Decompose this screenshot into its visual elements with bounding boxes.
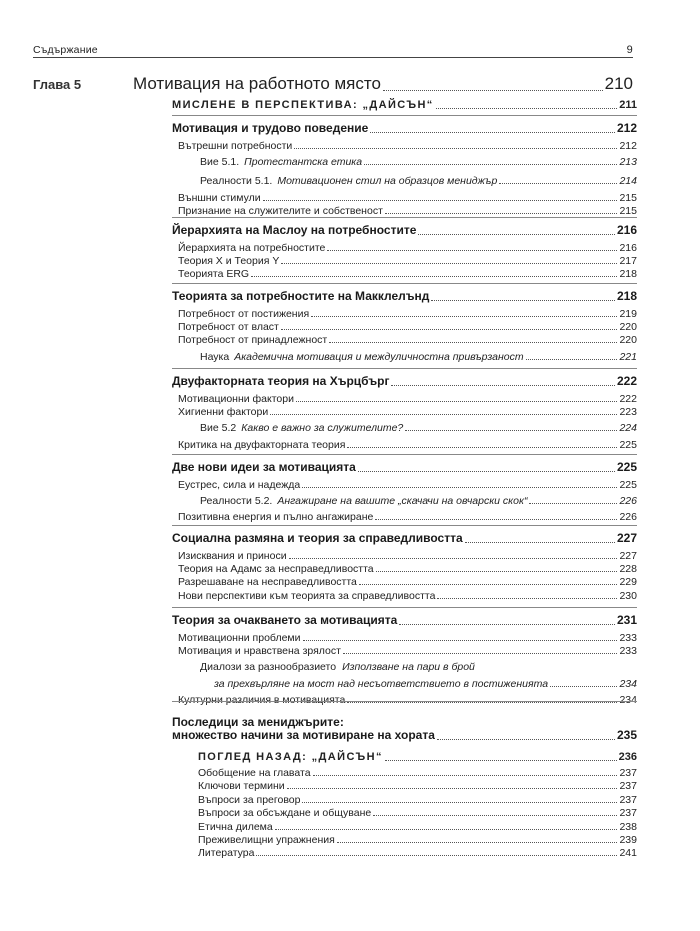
- subsection-entry[interactable]: [178, 563, 637, 575]
- subsection-title: Външни стимули: [178, 191, 261, 204]
- end-matter-title: Преживелищни упражнения: [198, 834, 335, 846]
- box-feature-label: Вие 5.2: [200, 422, 237, 435]
- page-number: 9: [626, 44, 633, 56]
- subsection-title: Критика на двуфакторната теория: [178, 438, 346, 451]
- subsection-page: 215: [619, 204, 637, 217]
- leader-dots: [289, 558, 618, 559]
- subsection-entry[interactable]: [178, 511, 637, 523]
- leader-dots: [270, 414, 617, 415]
- subsection-page: 225: [619, 438, 637, 451]
- leader-dots: [399, 624, 615, 625]
- section-divider: [172, 607, 637, 608]
- box-feature-title: Мотивационен стил на образцов мениджър: [277, 175, 498, 188]
- subsection-page: 233: [619, 645, 637, 658]
- section-heading[interactable]: [172, 290, 637, 304]
- subsection-title: Потребност от постижения: [178, 308, 310, 320]
- chapter-heading: [33, 74, 633, 94]
- leader-dots: [359, 584, 618, 585]
- chapter-title: Мотивация на работното място: [133, 74, 381, 94]
- end-matter-entry[interactable]: [198, 807, 637, 819]
- section-page: 216: [616, 223, 637, 237]
- end-matter-title: Етична дилема: [198, 820, 273, 833]
- leader-dots: [296, 401, 617, 402]
- feature-label: МИСЛЕНЕ В ПЕРСПЕКТИВА: „ДАЙСЪН“: [172, 99, 434, 111]
- final-section-page: 235: [616, 728, 637, 742]
- leader-dots: [294, 148, 617, 149]
- subsection-entry[interactable]: [178, 479, 637, 491]
- leader-dots: [327, 250, 617, 251]
- end-matter-title: Въпроси за обсъждане и общуване: [198, 807, 372, 820]
- final-section-title-line1[interactable]: Последици за мениджърите:: [172, 715, 344, 729]
- leader-dots: [263, 200, 618, 201]
- leader-dots: [329, 342, 617, 343]
- end-matter-page: 239: [619, 834, 637, 846]
- end-matter-entry[interactable]: [198, 821, 637, 833]
- leader-dots: [376, 571, 618, 572]
- box-feature-entry[interactable]: [200, 351, 637, 363]
- box-feature-page: 224: [619, 422, 637, 435]
- box-feature-title: Академична мотивация и междуличностна привързаност: [234, 350, 524, 363]
- section-title: Две нови идеи за мотивацията: [172, 460, 356, 474]
- subsection-page: 216: [619, 242, 637, 254]
- subsection-entry[interactable]: [178, 590, 637, 602]
- leader-dots: [418, 234, 615, 235]
- header-rule: [33, 57, 633, 58]
- leader-dots: [405, 430, 617, 431]
- box-feature-entry[interactable]: [200, 495, 637, 507]
- end-matter-entry[interactable]: [198, 767, 637, 779]
- subsection-title: Потребност от власт: [178, 321, 279, 334]
- box-feature-label: Вие 5.1.: [200, 156, 240, 169]
- leader-dots: [275, 829, 618, 830]
- end-matter-title: Обобщение на главата: [198, 767, 311, 779]
- box-feature-text: [200, 351, 524, 363]
- box-feature-page: 234: [619, 677, 637, 690]
- subsection-title: Хигиенни фактори: [178, 406, 269, 419]
- box-feature-page: 221: [619, 350, 637, 363]
- subsection-title: Йерархията на потребностите: [178, 242, 326, 254]
- subsection-entry[interactable]: [178, 192, 637, 204]
- subsection-page: 215: [619, 191, 637, 204]
- section-page: 218: [616, 289, 637, 303]
- subsection-page: 228: [619, 563, 637, 576]
- subsection-page: 227: [619, 550, 637, 562]
- final-section-heading[interactable]: [172, 729, 637, 743]
- leader-dots: [437, 598, 617, 599]
- leader-dots: [287, 788, 618, 789]
- subsection-entry[interactable]: [178, 268, 637, 280]
- subsection-page: 234: [619, 693, 637, 706]
- leader-dots: [358, 471, 615, 472]
- section-divider: [172, 525, 637, 526]
- subsection-page: 217: [619, 255, 637, 268]
- leader-dots: [391, 385, 614, 386]
- leader-dots: [526, 359, 618, 360]
- section-title: Мотивация и трудово поведение: [172, 121, 369, 135]
- section-page: 225: [616, 460, 637, 474]
- box-feature-label: Наука: [200, 350, 230, 363]
- leader-dots: [383, 90, 603, 91]
- subsection-entry[interactable]: [178, 550, 637, 562]
- box-feature-title: Какво е важно за служителите?: [241, 422, 404, 435]
- box-feature-page: 226: [619, 495, 637, 508]
- leader-dots: [431, 300, 615, 301]
- leader-dots: [385, 760, 617, 761]
- end-matter-page: 237: [619, 807, 637, 820]
- leader-dots: [347, 447, 617, 448]
- leader-dots: [373, 815, 617, 816]
- subsection-title: Мотивация и нравствена зрялост: [178, 645, 341, 658]
- subsection-entry[interactable]: [178, 439, 637, 451]
- box-feature-page: 214: [619, 175, 637, 188]
- closing-feature-entry[interactable]: [198, 751, 637, 764]
- end-matter-page: 237: [619, 780, 637, 793]
- box-feature-title: Ангажиране на вашите „скачачи на овчарски скок“: [277, 495, 528, 508]
- end-matter-page: 238: [619, 820, 637, 833]
- end-matter-title: Въпроси за преговор: [198, 793, 301, 806]
- subsection-page: 212: [619, 140, 637, 152]
- chapter-label: Глава 5: [33, 77, 82, 92]
- subsection-entry[interactable]: [178, 242, 637, 254]
- section-page: 231: [616, 613, 637, 627]
- subsection-entry[interactable]: [178, 321, 637, 333]
- box-feature-page: 213: [619, 156, 637, 169]
- section-page: 227: [616, 531, 637, 545]
- section-title: Теорията за потребностите на Макклелънд: [172, 289, 430, 303]
- subsection-page: 225: [619, 479, 637, 491]
- section-divider: [172, 701, 637, 702]
- end-matter-entry[interactable]: [198, 847, 637, 859]
- leader-dots: [302, 487, 617, 488]
- end-matter-page: 237: [619, 793, 637, 806]
- subsection-title: Теория на Адамс за несправедливостта: [178, 563, 374, 576]
- box-feature-title-continued: за прехвърляне на мост над несъответствието в постиженията: [214, 677, 549, 690]
- subsection-page: 223: [619, 406, 637, 419]
- end-matter-title: Литература: [198, 847, 255, 860]
- leader-dots: [436, 108, 618, 109]
- section-title: Двуфакторната теория на Хърцбърг: [172, 374, 390, 388]
- section-heading[interactable]: [172, 224, 637, 238]
- box-feature-title: Протестантска етика: [244, 156, 363, 169]
- section-title: Теория за очакването за мотивацията: [172, 613, 398, 627]
- subsection-page: 219: [619, 308, 637, 320]
- end-matter-page: 237: [619, 767, 637, 779]
- leader-dots: [499, 183, 617, 184]
- box-feature-label: Реалности 5.1.: [200, 175, 273, 188]
- leader-dots: [337, 842, 618, 843]
- section-heading[interactable]: [172, 614, 637, 628]
- final-section-title-line2: множество начини за мотивиране на хората: [172, 728, 435, 742]
- subsection-page: 222: [619, 393, 637, 405]
- subsection-title: Теорията ERG: [178, 268, 250, 281]
- subsection-title: Културни различия в мотивацията: [178, 693, 346, 706]
- section-heading[interactable]: [172, 375, 637, 389]
- leader-dots: [550, 686, 617, 687]
- section-divider: [172, 217, 637, 218]
- leader-dots: [303, 640, 618, 641]
- subsection-page: 229: [619, 576, 637, 589]
- box-feature-title: Използване на пари в брой: [342, 661, 475, 674]
- subsection-page: 226: [619, 511, 637, 524]
- box-feature-entry[interactable]: [200, 422, 637, 434]
- subsection-title: Изисквания и приноси: [178, 550, 287, 562]
- box-feature-label: Реалности 5.2.: [200, 495, 273, 508]
- leader-dots: [256, 855, 617, 856]
- box-feature-label: Диалози за разнообразието: [200, 661, 337, 674]
- subsection-title: Позитивна енергия и пълно ангажиране: [178, 511, 374, 524]
- leader-dots: [364, 164, 617, 165]
- section-divider: [172, 368, 637, 369]
- section-heading[interactable]: [172, 532, 637, 546]
- subsection-title: Вътрешни потребности: [178, 140, 293, 152]
- subsection-entry[interactable]: [178, 334, 637, 346]
- box-feature-entry[interactable]: [214, 678, 637, 690]
- box-feature-entry[interactable]: [200, 175, 637, 187]
- section-title: Йерархията на Маслоу на потребностите: [172, 223, 417, 237]
- box-feature-text: [200, 175, 497, 187]
- subsection-entry[interactable]: [178, 645, 637, 657]
- closing-feature-label: ПОГЛЕД НАЗАД: „ДАЙСЪН“: [198, 751, 383, 763]
- end-matter-entry[interactable]: [198, 780, 637, 792]
- subsection-entry[interactable]: [178, 632, 637, 644]
- subsection-title: Еустрес, сила и надежда: [178, 479, 301, 491]
- subsection-title: Разрешаване на несправедливостта: [178, 576, 357, 589]
- subsection-entry[interactable]: [178, 255, 637, 267]
- subsection-page: 220: [619, 334, 637, 347]
- subsection-title: Нови перспективи към теорията за справедливостта: [178, 589, 436, 602]
- chapter-entry[interactable]: [133, 74, 633, 94]
- chapter-page: 210: [604, 74, 633, 94]
- section-heading[interactable]: [172, 122, 637, 136]
- box-feature-entry[interactable]: [200, 156, 637, 168]
- end-matter-entry[interactable]: [198, 834, 637, 846]
- subsection-title: Мотивационни фактори: [178, 393, 294, 405]
- leader-dots: [437, 739, 615, 740]
- box-feature-text: [200, 495, 527, 507]
- subsection-page: 230: [619, 589, 637, 602]
- closing-feature-page: 236: [618, 751, 637, 763]
- section-heading[interactable]: [172, 461, 637, 475]
- subsection-page: 233: [619, 632, 637, 644]
- subsection-entry[interactable]: [178, 406, 637, 418]
- running-head: [33, 44, 633, 58]
- leader-dots: [529, 503, 617, 504]
- leader-dots: [375, 519, 617, 520]
- subsection-entry[interactable]: [178, 694, 637, 706]
- section-divider: [172, 283, 637, 284]
- section-page: 212: [616, 121, 637, 135]
- box-feature-first-line[interactable]: [200, 661, 475, 673]
- subsection-entry[interactable]: [178, 576, 637, 588]
- section-page: 222: [616, 374, 637, 388]
- section-divider: [172, 115, 637, 116]
- section-title: Социална размяна и теория за справедливостта: [172, 531, 463, 545]
- subsection-page: 220: [619, 321, 637, 334]
- leader-dots: [311, 316, 617, 317]
- leader-dots: [281, 329, 618, 330]
- box-feature-text: [200, 156, 362, 168]
- leader-dots: [385, 213, 618, 214]
- opening-feature-entry[interactable]: [172, 99, 637, 112]
- feature-page: 211: [619, 99, 637, 111]
- running-head-title: Съдържание: [33, 44, 98, 56]
- leader-dots: [313, 775, 618, 776]
- end-matter-entry[interactable]: [198, 794, 637, 806]
- leader-dots: [370, 132, 615, 133]
- end-matter-page: 241: [619, 847, 637, 860]
- subsection-entry[interactable]: [178, 393, 637, 405]
- leader-dots: [465, 542, 615, 543]
- subsection-entry[interactable]: [178, 308, 637, 320]
- leader-dots: [343, 653, 618, 654]
- leader-dots: [347, 702, 617, 703]
- subsection-title: Признание на служителите и собственост: [178, 204, 383, 217]
- subsection-title: Теория X и Теория Y: [178, 255, 280, 268]
- section-divider: [172, 454, 637, 455]
- leader-dots: [302, 802, 617, 803]
- subsection-entry[interactable]: [178, 205, 637, 217]
- subsection-title: Потребност от принадлежност: [178, 334, 328, 347]
- subsection-page: 218: [619, 268, 637, 281]
- subsection-title: Мотивационни проблеми: [178, 632, 301, 644]
- leader-dots: [281, 263, 617, 264]
- subsection-entry[interactable]: [178, 140, 637, 152]
- leader-dots: [251, 276, 617, 277]
- end-matter-title: Ключови термини: [198, 780, 285, 793]
- box-feature-text: [200, 422, 403, 434]
